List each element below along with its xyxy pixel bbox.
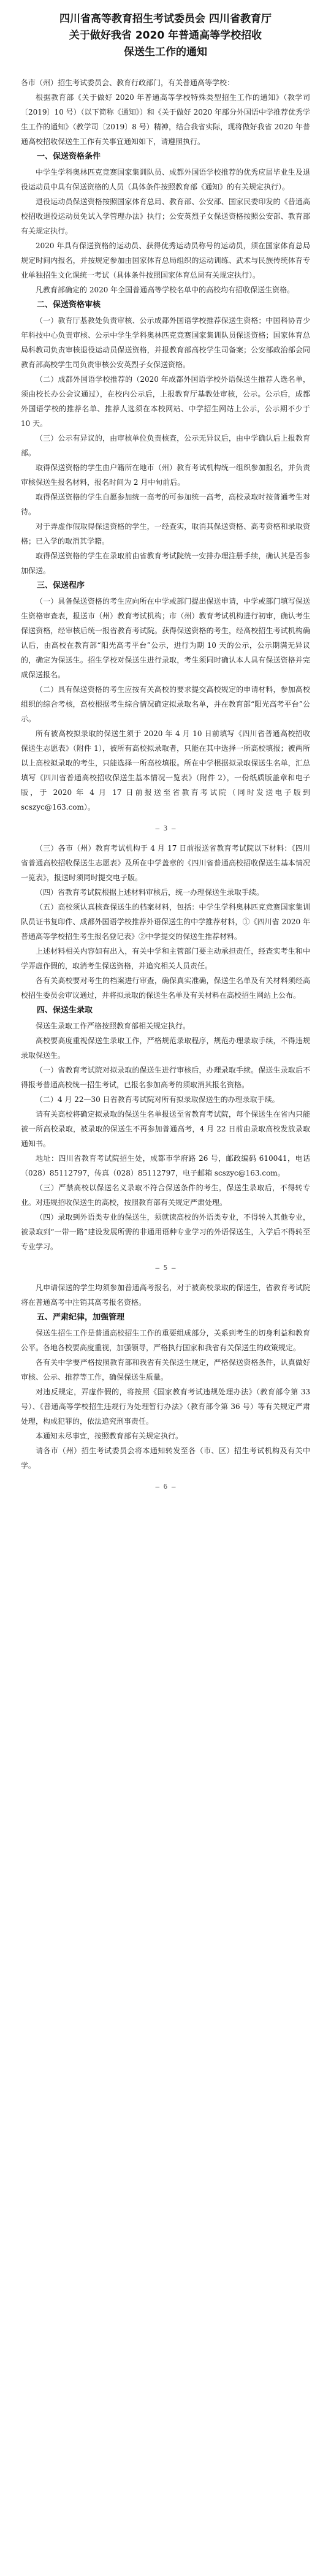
page-number-6: — 6 — xyxy=(155,1483,176,1491)
section-4-paragraph-7: （三）严禁高校以保送名义录取不符合保送条件的考生，保送生录取后，不得转专业。对违规招收保送生的高校，按照教育部有关规定严肃处理。 xyxy=(21,1184,310,1207)
section-3-paragraph-3: 所有被高校拟录取的保送生须于 2020 年 4 月 10 日前填写《四川省普通高校招收保送生志愿表》（附件 1），被所有高校拟录取者，只能在其中选择一所高校填报；被两所以上高校拟录取的考生，只能选择一所高校填报。所在中学根据拟录取保送生名单，汇总填写《四川省普通高校招收保送生基本情况一览表》（附件 2），一份纸质版盖章和电子版，于 2020 年 4 月 17 日前报送至省教育考试院（同时发送电子版到 scszyc@163.com）。 xyxy=(21,729,310,811)
section-5-heading: 五、严肃纪律，加强管理 xyxy=(37,1313,125,1322)
section-3-paragraph-2: （二）具有保送资格的考生应按有关高校的要求提交高校规定的申请材料，参加高校组织的综合考核，高校根据考生综合情况确定拟录取名单，并在教育部“阳光高考平台”公示。 xyxy=(21,685,310,723)
section-4-paragraph-8: （四）录取到外语类专业的保送生，须就读高校的外语类专业，不得转入其他专业，被录取到“一带一路”建设发展所需的非通用语种专业学习的外语保送生，入学后不得转至专业学习。 xyxy=(21,1213,310,1251)
section-4-paragraph-6: 地址：四川省教育考试院招生处，成都市学府路 26 号，邮政编码 610041，电话（028）85112797，传真（028）85112797，电子邮箱 scszyc@163.com。 xyxy=(21,1154,310,1177)
section-3-paragraph-5: （四）省教育考试院根据上述材料审核后，统一办理保送生录取手续。 xyxy=(36,888,264,897)
section-1-paragraph-2: 退役运动员保送资格按照国家体育总局、教育部、公安部、国家民委印发的《普通高校招收退役运动员免试入学管理办法》执行；公安英烈子女保送资格按照公安部、教育部有关规定执行。 xyxy=(21,197,310,235)
section-1-paragraph-3: 2020 年具有保送资格的运动员、获得优秀运动员称号的运动员，须在国家体育总局规定时间内报名，并按规定参加由国家体育总局组织的运动训练、武术与民族传统体育专业单独招生文化课统一考试（具体条件按照国家体育总局有关规定执行）。 xyxy=(21,241,310,279)
section-2-paragraph-7: 取得保送资格的学生在录取前由省教育考试院统一安排办理注册手续，确认其是否参加保送。 xyxy=(21,552,310,575)
section-4-paragraph-5: 请有关高校将确定拟录取的保送生名单报送至省教育考试院，每个保送生在省内只能被一所高校录取，被录取的保送生不再参加普通高考，4 月 22 日前由录取高校发放录取通知书。 xyxy=(21,1110,310,1148)
section-5-paragraph-4: 对违反规定，弄虚作假的，将按照《国家教育考试违规处理办法》（教育部令第 33 号）、《普通高等学校招生违规行为处理暂行办法》（教育部令第 36 号）等有关规定严肃处理，构成犯罪的，依法追究刑事责任。 xyxy=(21,1388,310,1426)
notice-title-line-1: 四川省高等教育招生考试委员会 四川省教育厅 xyxy=(59,13,272,25)
section-3-paragraph-7: 上述材料相关内容如有出入，有关中学和主管部门要主动承担责任，经查实考生和中学弄虚作假的，取消考生保送资格，并追究相关人员责任。 xyxy=(21,947,310,970)
notice-title-line-2: 关于做好我省 2020 年普通高等学校招收 xyxy=(69,29,262,42)
section-2-paragraph-2: （二）成都外国语学校推荐的（2020 年成都外国语学校外语保送生推荐人选名单，须由校长办公会议通过），在校内公示后，上报教育厅基教处审核，公示。公示后，成都外国语学校的推荐名单、推荐人选须在本校网站、中学招生网站上公示，公示期不少于 10 天。 xyxy=(21,375,310,428)
page-number-5: — 5 — xyxy=(155,1264,176,1272)
section-1-heading: 一、保送资格条件 xyxy=(37,152,101,161)
section-3-heading: 三、保送程序 xyxy=(37,581,85,590)
section-3-paragraph-1: （一）具备保送资格的考生应向所在中学或部门提出保送申请，中学或部门填写保送生资格审查表，报送市（州）教育考试机构；市（州）教育考试机构进行初审，确认考生保送资格，经审核后统一报省教育考试院。获得保送资格的考生，经高校招生考试机构确认后，由高校在教育部“阳光高考平台”公示，进行为期 10 天的公示，公示期满无异议的，确定为保送生。招生学校对保送生进行录取，考生须同时确认本人具有保送资格并完成保送报名。 xyxy=(21,597,310,679)
section-2-paragraph-6: 对于弄虚作假取得保送资格的学生，一经查实，取消其保送资格、高考资格和录取资格；已入学的取消其学籍。 xyxy=(21,522,310,545)
section-4-heading: 四、保送生录取 xyxy=(37,1006,93,1015)
section-1-paragraph-4: 凡教育部确定的 2020 年全国普通高等学校名单中的高校均有招收保送生资格。 xyxy=(36,286,295,294)
section-5-paragraph-5: 本通知未尽事宜，按照教育部有关规定执行。 xyxy=(36,1432,183,1440)
section-3-paragraph-4: （三）各市（州）教育考试机构于 4 月 17 日前报送省教育考试院以下材料：《四川省普通高校招收保送生志愿表》及所在中学盖章的《四川省普通高校招收保送生基本情况一览表》，报送时须同时提交电子版。 xyxy=(21,844,310,882)
section-2-paragraph-3: （三）公示有异议的，由审核单位负责核查，公示无异议后，由中学确认后上报教育部。 xyxy=(21,434,310,457)
section-5-paragraph-3: 各有关中学要严格按照教育部和我省有关保送生规定，严格保送资格条件，认真做好审核、公示、推荐等工作，确保保送生质量。 xyxy=(21,1358,310,1381)
section-4-paragraph-3: （一）省教育考试院对拟录取的保送生进行审核后，办理录取手续。保送生录取后不得报考普通高校统一招生考试，已报名参加高考的须取消其报名资格。 xyxy=(21,1066,310,1089)
section-3-paragraph-8: 各有关高校要对考生的档案进行审查，确保真实准确，保送生名单及有关材料须经高校招生委员会审议通过，并将拟录取的保送生名单及有关材料在高校招生网站上公布。 xyxy=(21,976,310,1000)
page-number-3: — 3 — xyxy=(155,824,176,832)
section-4-paragraph-1: 保送生录取工作严格按照教育部相关规定执行。 xyxy=(36,1022,191,1030)
notice-title-line-3: 保送生工作的通知 xyxy=(124,46,207,58)
section-5-intro-paragraph: 凡申请保送的学生均须参加普通高考报名，对于被高校录取的保送生，省教育考试院将在普通高考中注销其高考报名资格。 xyxy=(21,1283,310,1307)
section-2-paragraph-5: 取得保送资格的学生自愿参加统一高考的可参加统一高考，高校录取时按普通考生对待。 xyxy=(21,493,310,516)
section-5-paragraph-6: 请各市（州）招生考试委员会将本通知转发至各（市、区）招生考试机构及有关中学。 xyxy=(21,1446,310,1470)
section-3-paragraph-6: （五）高校须认真核查保送生的档案材料，包括：中学生学科奥林匹克竞赛国家集训队员证书复印件、成都外国语学校推荐外语保送生的中学推荐材料，①《四川省 2020 年普通高等学校招生考生报名登记表》②中学提交的保送生推荐材料。 xyxy=(21,903,310,941)
addressee: 各市（州）招生考试委员会、教育行政部门，有关普通高等学校： xyxy=(21,78,235,87)
section-2-paragraph-1: （一）教育厅基教处负责审核、公示成都外国语学校推荐保送生资格；中国科协青少年科技中心负责审核、公示中学生学科奥林匹克竞赛国家集训队员保送资格；国家体育总局科教司负责审核退役运动员保送资格，并报教育部高校学生司备案；公安部政治部会同教育部高校学生司负责审核公安英烈子女保送资格。 xyxy=(21,316,310,369)
intro-paragraph: 根据教育部《关于做好 2020 年普通高等学校特殊类型招生工作的通知》（教学司〔2019〕10 号）（以下简称《通知》）和《关于做好 2020 年部分外国语中学推荐优秀学生工作的通知》（教学司〔2019〕8 号）精神，结合我省实际，现将做好我省 2020 年普通高校招收保送生工作有关事宜通知如下，请遵照执行。 xyxy=(21,93,310,146)
section-2-heading: 二、保送资格审核 xyxy=(37,300,101,310)
section-5-paragraph-2: 保送生招生工作是普通高校招生工作的重要组成部分，关系到考生的切身利益和教育公平。各地各校要高度重视，加强领导，严格执行国家和我省有关保送生的政策规定。 xyxy=(21,1329,310,1352)
section-1-paragraph-1: 中学生学科奥林匹克竞赛国家集训队员、成都外国语学校推荐的优秀应届毕业生及退役运动员中具有保送资格的人员（具体条件按照教育部《通知》的有关规定执行）。 xyxy=(21,168,310,191)
section-4-paragraph-2: 高校要高度重视保送生录取工作，严格规范录取程序，规范办理录取手续，不得违规录取保送生。 xyxy=(21,1036,310,1060)
section-2-paragraph-4: 取得保送资格的学生由户籍所在地市（州）教育考试机构统一组织参加报名，并负责审核保送生报名材料，报名时间为 2 月中旬前后。 xyxy=(21,463,310,487)
section-4-paragraph-4: （二）4 月 22—30 日省教育考试院对所有拟录取保送生的办理录取手续。 xyxy=(36,1095,280,1104)
